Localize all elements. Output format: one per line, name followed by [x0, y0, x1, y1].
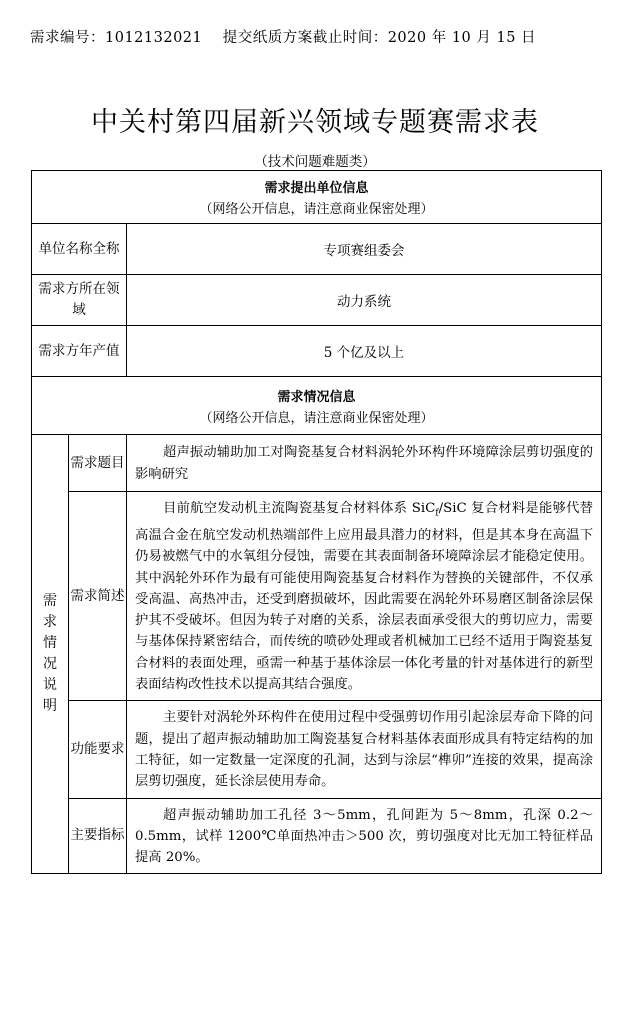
unit-name-value: 专项赛组委会 [127, 224, 602, 275]
topic-label: 需求题目 [69, 435, 127, 492]
page-title: 中关村第四届新兴领域专题赛需求表 [91, 107, 539, 138]
section-demand-heading: 需求情况信息 [277, 389, 356, 405]
request-number-value: 1012132021 [105, 30, 203, 46]
table-row [32, 798, 602, 874]
table-row [32, 701, 602, 798]
table-row [32, 224, 602, 275]
unit-name-label: 单位名称全称 [32, 224, 127, 275]
func-label: 功能要求 [69, 701, 127, 798]
section-demand-note: （网络公开信息，请注意商业保密处理） [199, 410, 434, 426]
table-row [32, 435, 602, 492]
domain-value: 动力系统 [127, 275, 602, 326]
output-label: 需求方年产值 [32, 326, 127, 377]
requirement-table [31, 170, 602, 874]
table-row [32, 492, 602, 701]
section-unit-info [32, 171, 602, 224]
table-row [32, 275, 602, 326]
brief-label: 需求简述 [69, 492, 127, 701]
table-row [32, 326, 602, 377]
brief-text [127, 492, 602, 701]
section-unit-note: （网络公开信息，请注意商业保密处理） [199, 202, 434, 217]
request-number-label: 需求编号： [30, 30, 105, 46]
deadline-label: 提交纸质方案截止时间： [222, 30, 388, 46]
brief-sub: f [435, 508, 439, 519]
side-label [32, 435, 69, 874]
header-line [30, 26, 536, 47]
domain-label: 需求方所在领域 [32, 275, 127, 326]
brief-text-b: /SiC 复合材料是能够代替高温合金在航空发动机热端部件上应用最具潜力的材料，但是其本身在高温下仍易被燃气中的水氧组分侵蚀，需要在其表面制备环境障涂层才能稳定使用。其中涡轮外环作为最有可能使用陶瓷基复合材料作为替换的关键部件，不仅承受高温、高热冲击，还受到磨损破坏，因此需要在涡轮外环易磨区制备涂层保护其不受破坏。但因为转子对磨的关系，涂层表面承受很大的剪切应力，需要与基体保持紧密结合，而传统的喷砂处理或者机械加工已经不适用于陶瓷基复合材料的表面处理，亟需一种基于基体涂层一体化考量的针对基体进行的新型表面结构改性技术以提高其结合强度。 [135, 501, 593, 693]
brief-text-a: 目前航空发动机主流陶瓷基复合材料体系 SiC [163, 501, 436, 516]
deadline-value: 2020 年 10 月 15 日 [387, 30, 537, 46]
index-text: 超声振动辅助加工孔径 3～5mm，孔间距为 5～8mm，孔深 0.2～0.5mm，试样 1200℃单面热冲击＞500 次，剪切强度对比无加工特征样品提高 20%。 [127, 798, 602, 874]
func-text: 主要针对涡轮外环构件在使用过程中受强剪切作用引起涂层寿命下降的问题，提出了超声振动辅助加工陶瓷基复合材料基体表面形成具有特定结构的加工特征，如一定数量一定深度的孔洞，达到与涂层“榫卯”连接的效果，提高涂层剪切强度，延长涂层使用寿命。 [127, 701, 602, 798]
output-value: 5 个亿及以上 [127, 326, 602, 377]
topic-text: 超声振动辅助加工对陶瓷基复合材料涡轮外环构件环境障涂层剪切强度的影响研究 [127, 435, 602, 492]
page-subtitle: （技术问题难题类） [254, 154, 376, 170]
section-unit-heading: 需求提出单位信息 [264, 181, 369, 196]
section-demand-info [32, 377, 602, 435]
side-label-text: 需求情况说明 [43, 593, 57, 715]
index-label: 主要指标 [69, 798, 127, 874]
